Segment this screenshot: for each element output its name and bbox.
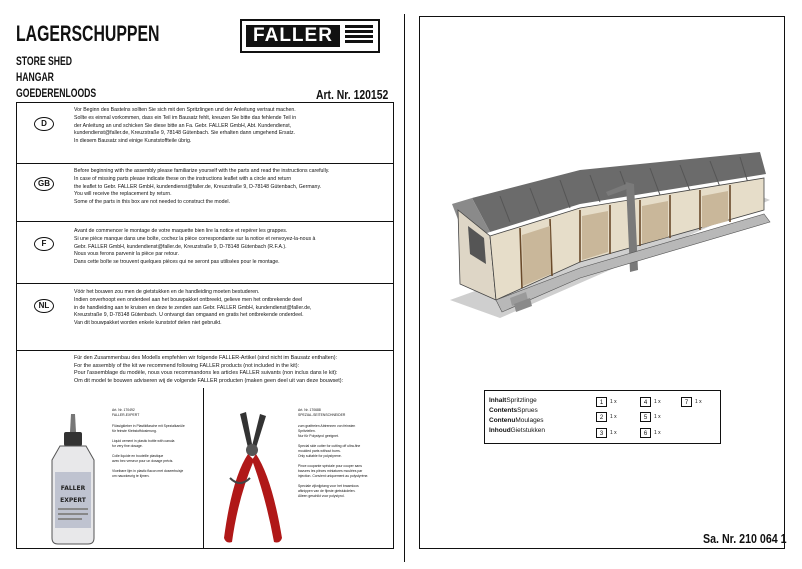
lang-badge-f: F (34, 237, 54, 251)
contents-box (484, 390, 721, 444)
contents-label-de: InhaltSpritzlinge (489, 397, 537, 404)
lang-badge-d: D (34, 117, 54, 131)
sprue-number: 4 (640, 397, 651, 407)
sprue-number: 6 (640, 428, 651, 438)
product-desc-cutter: zum gratfreien Abtrennen von feinsten Spritzteilen. Nur für Polystyrol geeignet. Special side cutter for cutting off ultra-fine moulded parts without burrs. Only suitable for polystyrene. Pince coupante spéciale pour couper sans bavures les pièces miniatures moulées par injection. Convient uniquement au polystyrène. Speciale zijknijptang voor het braamloos afknippen van de fijnste gietstukdelen. Alleen geschikt voor polystyrol. (298, 424, 369, 498)
sprue-number: 2 (596, 412, 607, 422)
sa-number: Sa. Nr. 210 064 1 (703, 531, 787, 546)
product-desc-glue: Flüssigkleber in Plastikflasche mit Spezialkanüle für feinste Klebstoffdosierung. Liquid cement in plastic bottle with canula for very fine dosage. Colle liquide en bouteille plastique avec bec verseur pour un dosage précis. Vloeibare lijm in plastic flacon met doseerbuisje om nauwkeurig te lijmen. (112, 424, 185, 478)
contents-label-fr: ContenuMoulages (489, 417, 544, 424)
divider (16, 350, 394, 351)
instruction-text-fr: Avant de commencer le montage de votre maquette bien lire la notice et repérer les grappes. Si une pièce manque dans une boîte, cochez la pièce correspondante sur la notice et renvoyez-la-nous à Gebr. FALLER GmbH, kundendienst@faller.de, Kreuzstraße 9, D-78148 Gütenbach (R.F.A.). Nous vous ferons parvenir la pièce par retour. Dans cette boîte se trouvent quelques pièces qui ne seront pas utilisées pour le montage. (74, 228, 316, 266)
title-fr: HANGAR (16, 70, 54, 84)
article-number: Art. Nr. 120152 (316, 87, 389, 102)
recommendation-text: Für den Zusammenbau des Modells empfehlen wir folgende FALLER-Artikel (sind nicht im Bausatz enthalten): For the assembly of the kit we recommend following FALLER products (not included in the kit): Pour l'assemblage du modèle, nous vous recommandons les articles FALLER suivants (non inclus dans le kit): Om dit model te bouwen adviseren wij de volgende FALLER producten (maken geen deel uit van deze bouwset): (74, 355, 344, 384)
divider (16, 163, 394, 164)
product-art-cutter: Art. Nr. 170688 SPEZIAL-SEITENSCHNEIDER (298, 408, 346, 417)
page-fold-line (404, 14, 405, 562)
sprue-number: 3 (596, 428, 607, 438)
divider (16, 283, 394, 284)
lang-badge-nl: NL (34, 299, 54, 313)
logo-text: FALLER (246, 25, 340, 47)
faller-logo (240, 19, 380, 53)
sprue-number: 7 (681, 397, 692, 407)
sprue-number: 5 (640, 412, 651, 422)
instruction-text-de: Vor Beginn des Bastelns sollten Sie sich mit den Spritzlingen und der Anleitung vertraut machen. Sollte es einmal vorkommen, dass ein Teil im Bausatz fehlt, kreuzen Sie bitte das fehlende Teil in der Anleitung an und schicken Sie diese bitte an Fa. Gebr. FALLER GmbH, Abt. Kundendienst, kundendienst@faller.de, Kreuzstraße 9, 78148 Gütenbach. Sie erhalten dann umgehend Ersatz. In diesem Bausatz sind einige Kunststoffteile übrig. (74, 107, 297, 145)
sprue-quantity: 1 x (610, 399, 617, 405)
glue-bottle-image (38, 410, 108, 548)
contents-label-nl: InhoudGietstukken (489, 427, 545, 434)
sprue-quantity: 1 x (610, 430, 617, 436)
sprue-quantity: 1 x (654, 430, 661, 436)
contents-label-en: ContentsSprues (489, 407, 538, 414)
divider (16, 221, 394, 222)
title-de: LAGERSCHUPPEN (16, 21, 160, 46)
instruction-text-en: Before beginning with the assembly please familiarize yourself with the parts and read the instructions carefully. In case of missing parts please indicate these on the instructions leaflet with a circle and return the leaflet to Gebr. FALLER GmbH, kundendienst@faller.de, Kreuzstraße 9, D-78148 Gütenbach, Germany. You will receive the replacement by return. Some of the parts in this box are not needed to construct the model. (74, 168, 330, 206)
product-art-glue: Art. Nr. 170492 FALLER-EXPERT (112, 408, 140, 417)
sprue-quantity: 1 x (654, 414, 661, 420)
sprue-quantity: 1 x (654, 399, 661, 405)
sprue-number: 1 (596, 397, 607, 407)
lang-badge-gb: GB (34, 177, 54, 191)
logo-bars-icon (345, 25, 373, 47)
sprue-quantity: 1 x (695, 399, 702, 405)
title-en: STORE SHED (16, 54, 73, 68)
product-divider (203, 388, 204, 548)
side-cutter-image (210, 408, 294, 548)
svg-text:FALLER: FALLER (60, 485, 86, 492)
instruction-text-nl: Vóór het bouwen zou men de gietstukken en de handleiding moeten bestuderen. Indien onverhoopt een onderdeel aan het bouwpakket ontbreekt, gelieve men het ontbrekende deel in de handleiding aan te kruisen en deze te zenden aan Gebr. FALLER GmbH, kundendienst@faller.de, Kreuzstraße 9, D-78148 Gütenbach. U ontvangt dan omgaand en gratis het ontbrekende onderdeel. Van dit bouwpakket worden enkele kunststof delen niet gebruikt. (74, 289, 312, 327)
store-shed-model-image (430, 140, 775, 330)
title-nl: GOEDERENLOODS (16, 86, 97, 100)
sprue-quantity: 1 x (610, 414, 617, 420)
svg-text:EXPERT: EXPERT (60, 497, 86, 504)
